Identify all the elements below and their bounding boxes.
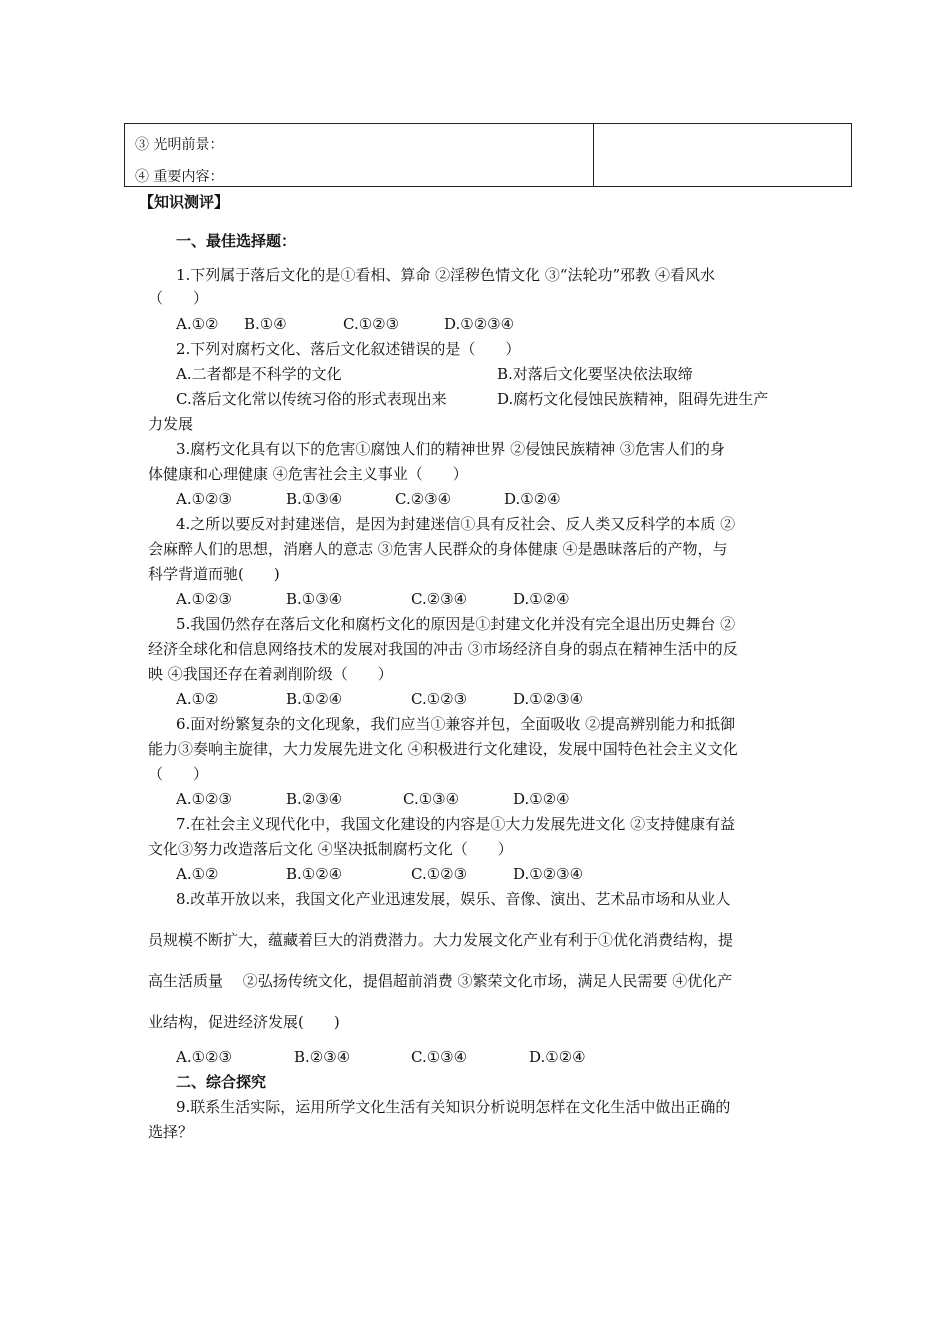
q5-stem-cont1: 经济全球化和信息网络技术的发展对我国的冲击 ③市场经济自身的弱点在精神生活中的反 — [148, 640, 738, 658]
q1-option-b: B.①④ — [244, 315, 287, 333]
q5-option-b: B.①②④ — [286, 690, 343, 708]
q2-option-a: A.二者都是不科学的文化 — [176, 365, 342, 383]
q3-stem-cont: 体健康和心理健康 ④危害社会主义事业（ ） — [148, 465, 468, 483]
q6-option-a: A.①②③ — [176, 790, 232, 808]
q6-stem: 6.面对纷繁复杂的文化现象，我们应当①兼容并包，全面吸收 ②提高辨别能力和抵御 — [176, 715, 736, 733]
q4-option-a: A.①②③ — [176, 590, 232, 608]
q2-option-d: D.腐朽文化侵蚀民族精神，阻碍先进生产 — [497, 390, 769, 408]
q2-option-c: C.落后文化常以传统习俗的形式表现出来 — [176, 390, 447, 408]
summary-table — [124, 123, 852, 187]
table-divider — [593, 124, 594, 186]
q5-option-d: D.①②③④ — [513, 690, 584, 708]
part2-title: 二、综合探究 — [176, 1073, 267, 1091]
q8-option-d: D.①②④ — [529, 1048, 586, 1066]
q6-stem-cont2: （ ） — [148, 765, 209, 783]
q2-option-d-cont: 力发展 — [148, 415, 194, 433]
q9-stem: 9.联系生活实际，运用所学文化生活有关知识分析说明怎样在文化生活中做出正确的 — [176, 1098, 731, 1116]
q4-stem-cont1: 会麻醉人们的思想，消磨人的意志 ③危害人民群众的身体健康 ④是愚昧落后的产物，与 — [148, 540, 728, 558]
q6-option-b: B.②③④ — [286, 790, 343, 808]
q1-stem-cont: （ ） — [148, 289, 209, 307]
q4-option-c: C.②③④ — [411, 590, 468, 608]
q8-stem-cont2: 高生活质量 ②弘扬传统文化，提倡超前消费 ③繁荣文化市场，满足人民需要 ④优化产 — [148, 972, 733, 990]
q3-option-c: C.②③④ — [395, 490, 452, 508]
section-title: 【知识测评】 — [139, 193, 230, 211]
q4-stem: 4.之所以要反对封建迷信，是因为封建迷信①具有反社会、反人类又反科学的本质 ② — [176, 515, 736, 533]
q5-option-a: A.①② — [176, 690, 219, 708]
q8-stem-cont3: 业结构，促进经济发展( ) — [148, 1013, 340, 1031]
q7-stem-cont: 文化③努力改造落后文化 ④坚决抵制腐朽文化（ ） — [148, 840, 513, 858]
q5-stem-cont2: 映 ④我国还存在着剥削阶级（ ） — [148, 665, 393, 683]
q2-option-b: B.对落后文化要坚决依法取缔 — [497, 365, 693, 383]
q4-option-b: B.①③④ — [286, 590, 343, 608]
q8-stem: 8.改革开放以来，我国文化产业迅速发展，娱乐、音像、演出、艺术品市场和从业人 — [176, 890, 731, 908]
q7-stem: 7.在社会主义现代化中，我国文化建设的内容是①大力发展先进文化 ②支持健康有益 — [176, 815, 736, 833]
q8-option-b: B.②③④ — [294, 1048, 351, 1066]
q3-stem: 3.腐朽文化具有以下的危害①腐蚀人们的精神世界 ②侵蚀民族精神 ③危害人们的身 — [176, 440, 725, 458]
q7-option-b: B.①②④ — [286, 865, 343, 883]
table-row-important-content: ④ 重要内容： — [135, 169, 224, 185]
q3-option-a: A.①②③ — [176, 490, 232, 508]
q4-stem-cont2: 科学背道而驰( ) — [148, 565, 280, 583]
q7-option-a: A.①② — [176, 865, 219, 883]
q1-option-c: C.①②③ — [343, 315, 400, 333]
q1-stem: 1.下列属于落后文化的是①看相、算命 ②淫秽色情文化 ③“法轮功”邪教 ④看风水 — [176, 266, 715, 284]
q6-option-c: C.①③④ — [403, 790, 460, 808]
part1-title: 一、最佳选择题： — [176, 232, 297, 250]
q6-stem-cont1: 能力③奏响主旋律，大力发展先进文化 ④积极进行文化建设，发展中国特色社会主义文化 — [148, 740, 738, 758]
q3-option-d: D.①②④ — [504, 490, 561, 508]
q1-option-a: A.①② — [176, 315, 219, 333]
q8-option-a: A.①②③ — [176, 1048, 232, 1066]
q5-option-c: C.①②③ — [411, 690, 468, 708]
q8-stem-cont1: 员规模不断扩大，蕴藏着巨大的消费潜力。大力发展文化产业有利于①优化消费结构，提 — [148, 931, 734, 949]
q7-option-d: D.①②③④ — [513, 865, 584, 883]
q1-option-d: D.①②③④ — [444, 315, 515, 333]
q4-option-d: D.①②④ — [513, 590, 570, 608]
q8-option-c: C.①③④ — [411, 1048, 468, 1066]
q7-option-c: C.①②③ — [411, 865, 468, 883]
q6-option-d: D.①②④ — [513, 790, 570, 808]
q5-stem: 5.我国仍然存在落后文化和腐朽文化的原因是①封建文化并没有完全退出历史舞台 ② — [176, 615, 736, 633]
q3-option-b: B.①③④ — [286, 490, 343, 508]
table-row-bright-future: ③ 光明前景： — [135, 137, 224, 153]
q2-stem: 2.下列对腐朽文化、落后文化叙述错误的是（ ） — [176, 340, 521, 358]
q9-stem-cont: 选择？ — [148, 1123, 194, 1141]
